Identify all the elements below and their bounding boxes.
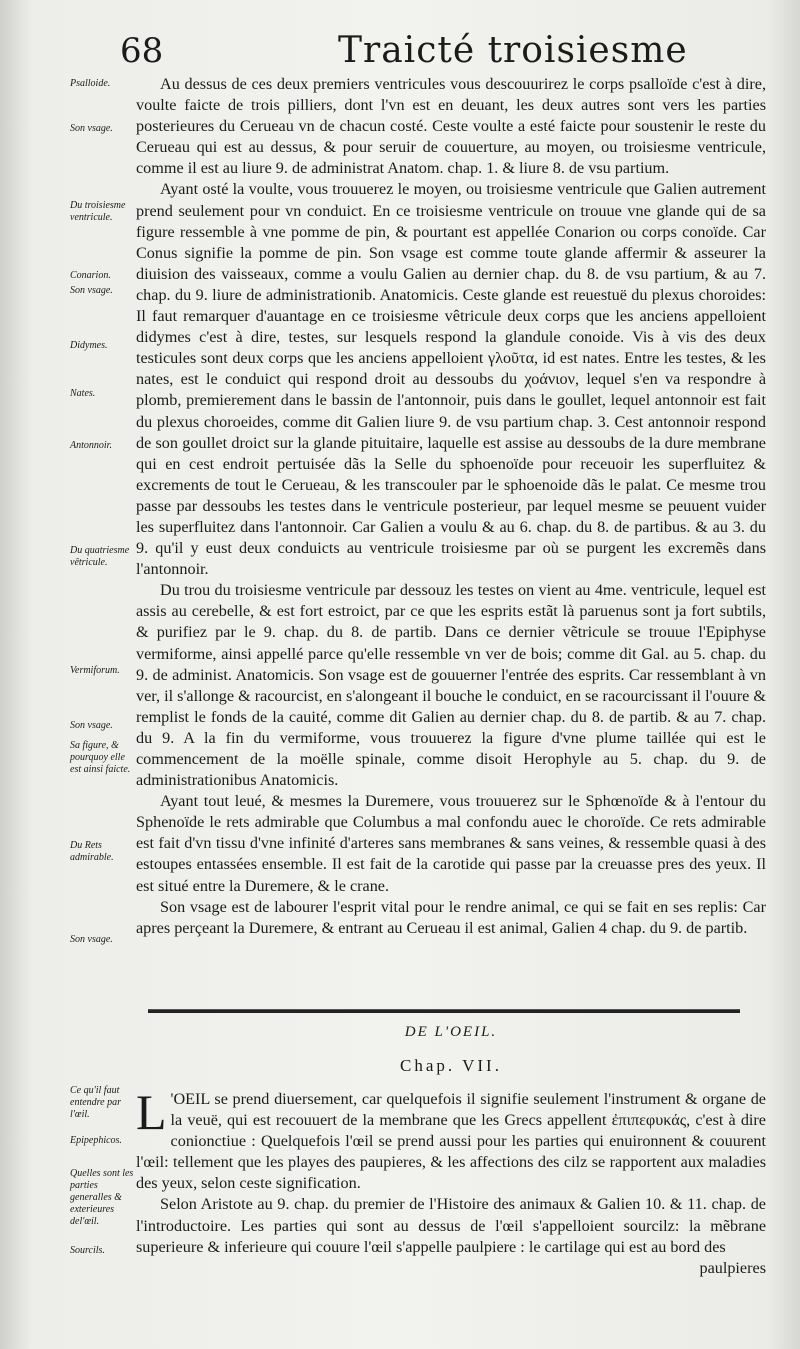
margin-note: Son vsage. (70, 720, 113, 731)
margin-note: Vermiforum. (70, 665, 120, 676)
margin-note: Sourcils. (70, 1245, 105, 1256)
margin-note: Son vsage. (70, 285, 113, 296)
margin-note: Sa figure, & pourquoy elle est ainsi faicte. (70, 740, 131, 775)
paragraph: Selon Aristote au 9. chap. du premier de l'Histoire des animaux & Galien 10. & 11. chap. de l'introductoire. Les parties qui sont au dessus de l'œil s'appelloient sourcilz: la mẽbrane superieure & inferieure qui couure l'œil s'appelle paulpiere : le cartilage qui est au bord des (136, 1195, 766, 1256)
margin-note: Son vsage. (70, 934, 113, 945)
margin-note: Antonnoir. (70, 440, 112, 451)
margin-note: Conarion. (70, 270, 111, 281)
margin-note: Ce qu'il faut entendre par l'œil. (70, 1085, 122, 1120)
page-number: 68 (120, 31, 164, 71)
margin-note: Epipephicos. (70, 1135, 122, 1146)
margin-note: Didymes. (70, 340, 108, 351)
margin-note: Son vsage. (70, 123, 113, 134)
main-text (136, 74, 766, 939)
paragraph: Ayant osté la voulte, vous trouuerez le moyen, ou troisiesme ventricule que Galien autrement prend seulement pour vn conduict. En ce troisiesme ventricule on trouue vne glande qui de sa figure ressemble à vne pomme de pin, & pourtant est appellée Conarion ou corps conoïde. Car Conus signifie la pomme de pin. Son vsage est comme toute glande affermir & asseurer la diuision des vaisseaux, comme a voulu Galien au dernier chap. du 8. de vsu partium, & au 7. chap. du 9. liure de administrationib. Anatomicis. Ceste glande est reuestuë du plexus choroides: Il faut remarquer d'auantage en ce troisiesme vêtricule deux corps que les anciens appelloient didymes c'est à dire, testes, sur lesquels respond la glandule conoide. Vis à vis des deux testicules sont deux corps que les anciens appelloient γλοῦτα, id est nates. Entre les testes, & les nates, est le conduict qui respond droit au dessoubs du χοάνιον, lequel s'en va respondre à plomb, premierement dans le bassin de l'antonnoir, puis dans le goullet, lequel antonnoir est fait du plexus choroeides, comme dit Galien liure 9. de vsu partium chap. 3. Cest antonnoir respond de son goullet droict sur la glande pituitaire, laquelle est assise au dessoubs de la dure membrane qui en cest endroit pertuisée dãs la Selle du sphoenoïde pour receuoir les superfluitez & excrements de tout le Cerueau, & les transcouler par le sphoenoide dãs le palat. Ce mesme trou passe par dessoubs les testes dans le ventricule posterieur, par lequel mesme se peuuent vuider les superfluitez dans l'antonnoir. Car Galien a voulu & au 6. chap. du 8. de partibus. & au 3. du 9. qu'il y eust deux conduicts au ventricule troisiesme par où se purgent les excremẽs dans l'antonnoir. (136, 180, 766, 579)
margin-note: Du troisiesme ventricule. (70, 200, 126, 223)
margin-note: Quelles sont les parties generalles & exterieures del'œil. (70, 1168, 134, 1227)
chapter-text (136, 1084, 766, 1279)
catchword: paulpieres (699, 1258, 766, 1277)
margin-note: Du Rets admirable. (70, 840, 114, 863)
margin-note: Du quatriesme vêtricule. (70, 545, 130, 568)
section-rule (148, 1009, 740, 1013)
paragraph: Au dessus de ces deux premiers ventricules vous descouurirez le corps psalloïde c'est à dire, voulte faicte de trois pilliers, dont l'vn est en deuant, les deux autres sont vers les parties posterieures du Cerueau vn de chacun costé. Ceste voulte a esté faicte pour soustenir le reste du Cerueau qui est au dessus, & pour seruir de couuerture, au moyen, ou troisiesme ventricule, comme il est au liure 9. de administrat Anatom. chap. 1. & liure 8. de vsu partium. (136, 75, 766, 178)
paragraph-text: 'OEIL se prend diuersement, car quelquefois il signifie seulement l'instrument & organe de la veuë, qui est recouuert de la membrane que les Grecs appellent ἐπιπεφυκάς, c'est à dire conionctiue : Quelquefois l'œil se prend aussi pour les parties qui enuironnent & couurent l'œil: tellement que les playes des paupieres, & les affections des cilz se rapportent aux maladies des yeux, selon ceste signification. (136, 1090, 766, 1193)
margin-note: Nates. (70, 388, 96, 399)
drop-capital: L (136, 1084, 167, 1140)
paragraph: Son vsage est de labourer l'esprit vital pour le rendre animal, ce qui se fait en ses replis: Car apres perçeant la Duremere, & entrant au Cerueau il est animal, Galien 4 chap. du 9. de partib. (136, 897, 766, 937)
running-title: Traicté troisiesme (338, 30, 688, 71)
section-title: DE L'OEIL. (404, 1024, 498, 1040)
chapter-title: Chap. VII. (400, 1056, 502, 1075)
page-header (120, 28, 780, 74)
paragraph: Du trou du troisiesme ventricule par dessouz les testes on vient au 4me. ventricule, lequel est assis au cerebelle, & est fort estroict, par ce que les esprits estãt là paruenus sont ja fort subtils, & purifiez par le 9. chap. du 8. de partib. Dans ce dernier vẽtricule se trouue l'Epiphyse vermiforme, ainsi appellé parce qu'elle ressemble vn ver de bois; comme dit Gal. au 5. chap. du 9. de administ. Anatomicis. Son vsage est de gouuerner l'entrée des esprits. Car ressemblant à vn ver, il s'allonge & racourcist, en s'alongeant il bouche le conduict, en se racourcissant il l'ouure & remplist le fonds de la cauité, comme dit Galien au dernier chap. du 8. de partib. & au 7. chap. du 9. A la fin du vermiforme, vous trouuerez la figure d'vne plume taillée qui est le commencement de la moëlle spinale, comme disoit Herophyle au 5. chap. du 9. de administrationibus Anatomicis. (136, 581, 766, 790)
paragraph: Ayant tout leué, & mesmes la Duremere, vous trouuerez sur le Sphœnoïde & à l'entour du Sphenoïde le rets admirable que Columbus a mal confondu auec le choroïde. Ce rets admirable est fait d'vn tissu d'vne infinité d'arteres sans membranes & sans veines, & ressemble quasi à des estoupes entassées ensemble. Il est fait de la carotide qui passe par la creuasse pres des yeux. Il est situé entre la Duremere, & le crane. (136, 792, 766, 895)
chapter-opening-paragraph (136, 1084, 766, 1194)
margin-note: Psalloide. (70, 78, 111, 89)
